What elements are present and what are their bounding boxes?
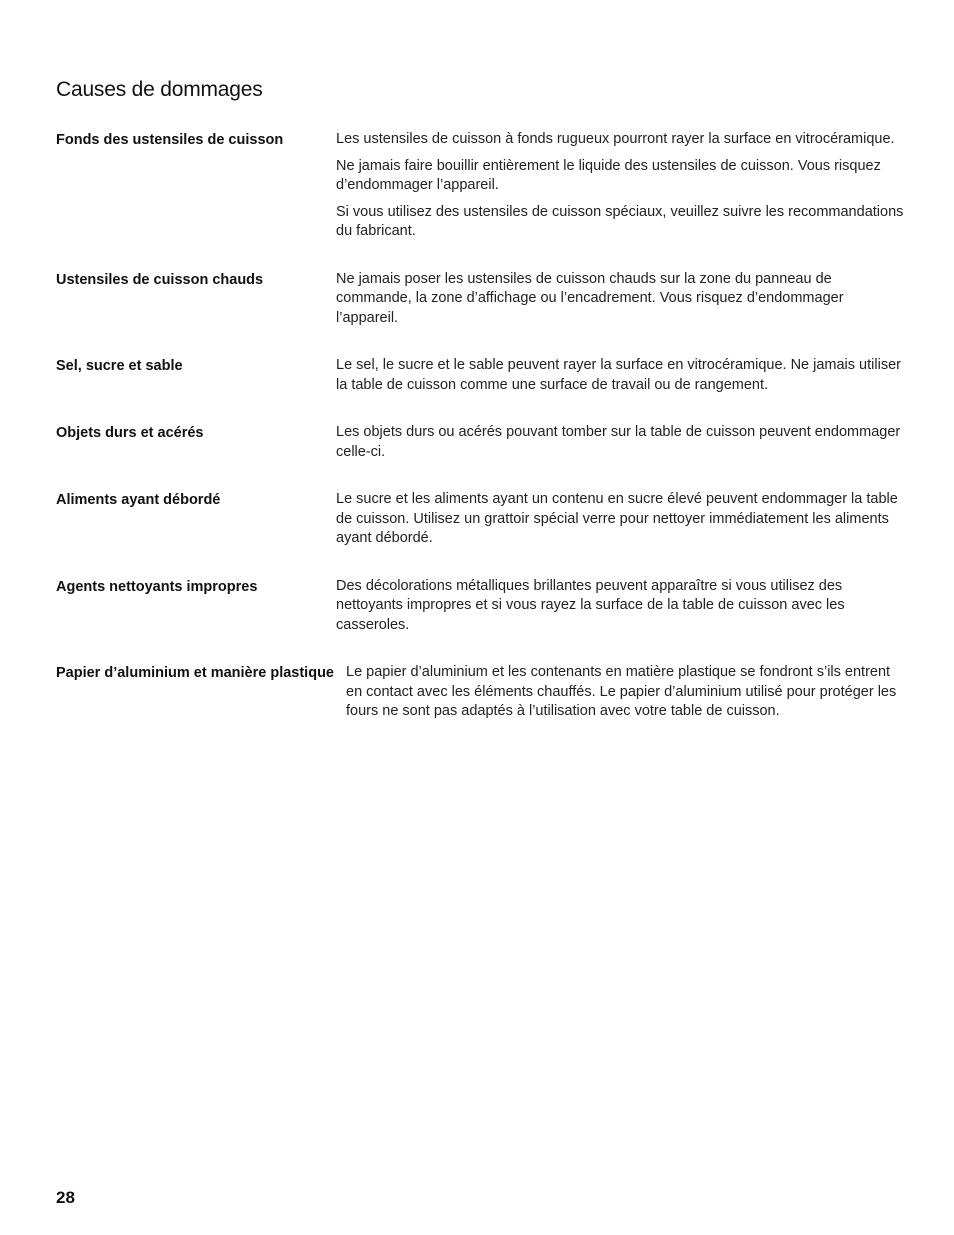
paragraph: Les objets durs ou acérés pouvant tomber sur la table de cuisson peuvent endommager celle-ci.	[336, 424, 901, 460]
section-description	[336, 270, 904, 329]
paragraph: Des décolorations métalliques brillantes peuvent apparaître si vous utilisez des nettoyants impropres et si vous rayez la surface de la table de cuisson avec les casseroles.	[336, 577, 845, 633]
section-hot-cookware	[56, 270, 904, 329]
section-description	[336, 490, 904, 549]
paragraph: Si vous utilisez des ustensiles de cuisson spéciaux, veuillez suivre les recommandations du fabricant.	[336, 203, 904, 239]
paragraph: Le papier d’aluminium et les contenants en matière plastique se fondront s’ils entrent en contact avec les éléments chauffés. Le papier d’aluminium utilisé pour protéger les fours ne sont pas adaptés à l’utilisation avec votre table de cuisson.	[346, 664, 897, 719]
section-improper-cleaners	[56, 577, 904, 636]
section-description	[336, 423, 904, 462]
paragraph: Le sel, le sucre et le sable peuvent rayer la surface en vitrocéramique. Ne jamais utiliser la table de cuisson comme une surface de travail ou de rangement.	[336, 357, 901, 393]
section-hard-sharp-objects	[56, 423, 904, 462]
section-cookware-bottoms	[56, 130, 904, 242]
paragraph: Le sucre et les aliments ayant un contenu en sucre élevé peuvent endommager la table de cuisson. Utilisez un grattoir spécial verre pour nettoyer immédiatement les aliments ayant débordé.	[336, 491, 898, 546]
section-description	[346, 663, 904, 722]
paragraph: Les ustensiles de cuisson à fonds rugueux pourront rayer la surface en vitrocéramique.	[336, 131, 895, 147]
section-term: Ustensiles de cuisson chauds	[56, 271, 264, 288]
section-description	[336, 577, 904, 636]
section-term: Agents nettoyants impropres	[56, 578, 258, 595]
paragraph: Ne jamais faire bouillir entièrement le liquide des ustensiles de cuisson. Vous risquez d’endommager l’appareil.	[336, 157, 881, 193]
page-title: Causes de dommages	[56, 78, 263, 101]
section-term: Sel, sucre et sable	[56, 358, 183, 374]
page-number: 28	[56, 1188, 75, 1207]
damage-causes-list	[56, 130, 904, 722]
section-salt-sugar-sand	[56, 356, 904, 395]
section-term: Papier d’aluminium et manière plastique	[56, 665, 334, 681]
section-term: Fonds des ustensiles de cuisson	[56, 132, 284, 148]
paragraph: Ne jamais poser les ustensiles de cuisson chauds sur la zone du panneau de commande, la zone d’affichage ou l’encadrement. Vous risquez d’endommager l’appareil.	[336, 270, 844, 326]
section-term: Objets durs et acérés	[56, 425, 204, 441]
section-description	[336, 130, 904, 242]
section-term: Aliments ayant débordé	[56, 492, 221, 508]
section-spilled-food	[56, 490, 904, 549]
section-description	[336, 356, 904, 395]
section-aluminium-plastic	[56, 663, 904, 722]
